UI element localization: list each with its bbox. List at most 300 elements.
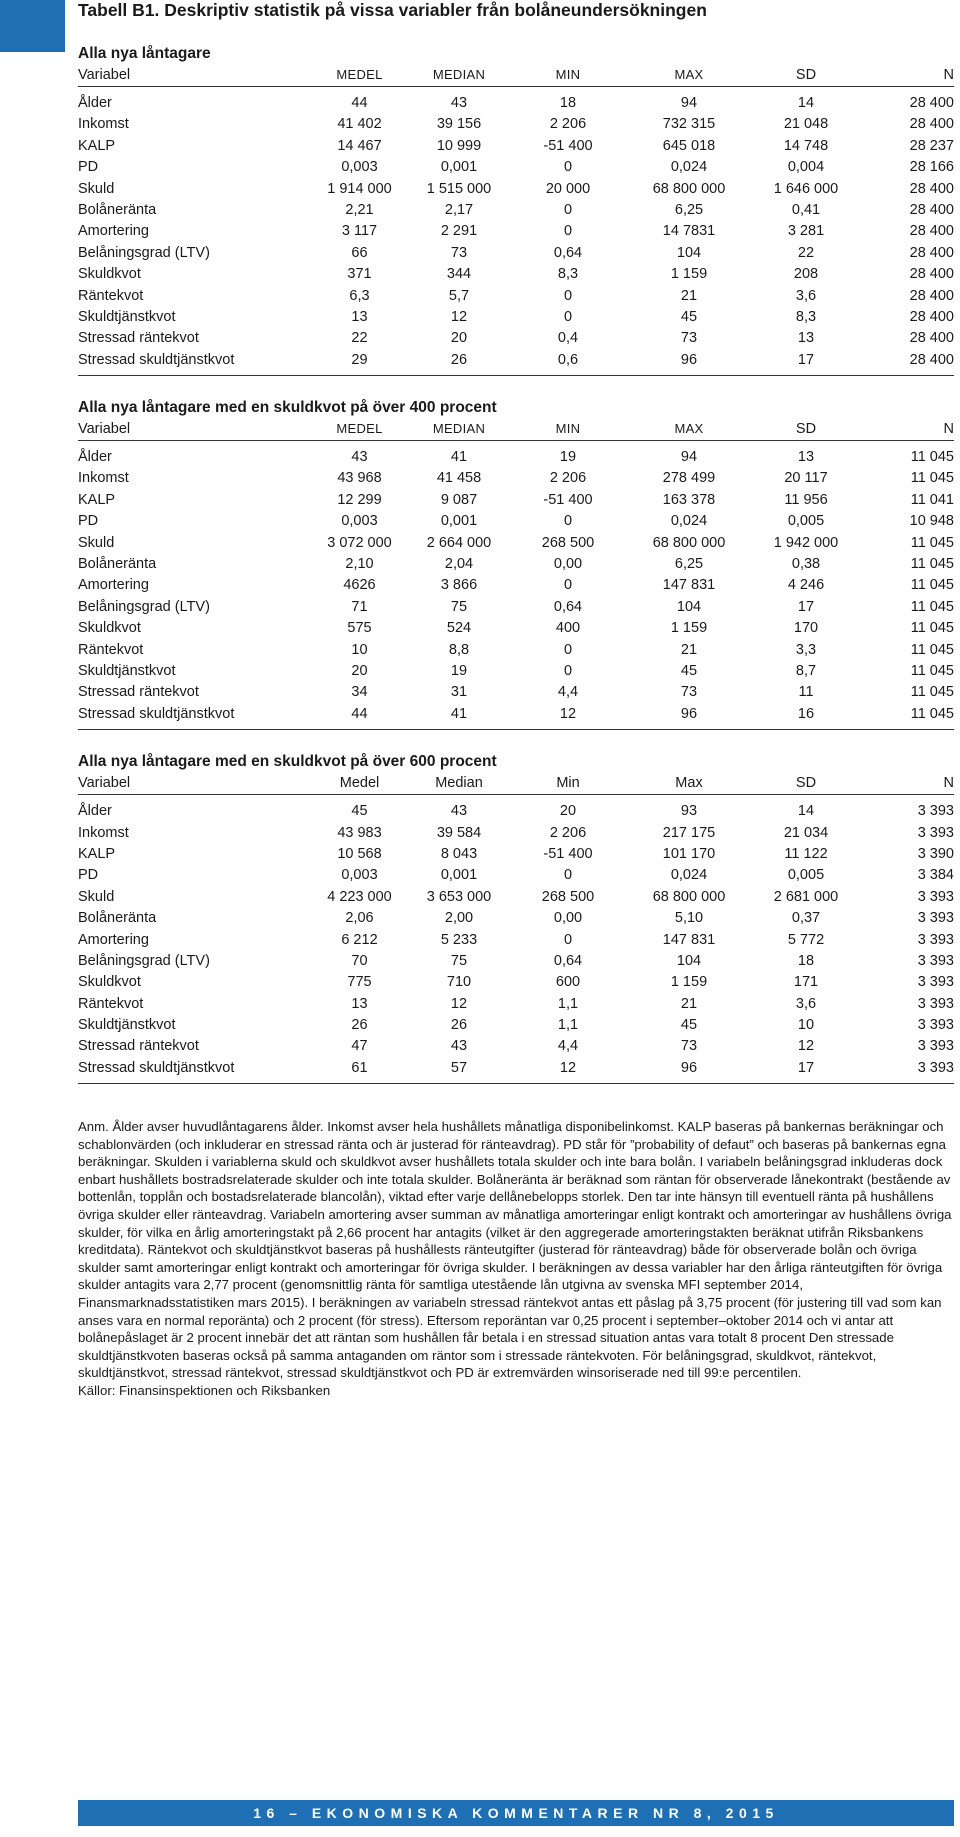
table-cell: 0 bbox=[563, 662, 573, 679]
table-cell: 20 000 bbox=[545, 180, 591, 197]
table-cell: 22 bbox=[797, 244, 815, 261]
row-label: Stressad räntekvot bbox=[78, 330, 199, 347]
table-row bbox=[78, 328, 954, 349]
table-cell: 170 bbox=[793, 620, 819, 637]
table-cell: 26 bbox=[450, 1017, 468, 1034]
table-row bbox=[78, 264, 954, 285]
table-cell: 44 bbox=[351, 705, 368, 722]
table-cell: 0 bbox=[563, 223, 573, 240]
row-label: Stressad räntekvot bbox=[78, 684, 199, 701]
table-cell: 6,25 bbox=[674, 556, 704, 573]
table-cell: 0,37 bbox=[791, 910, 821, 927]
table-cell: 1,1 bbox=[557, 1017, 579, 1034]
table-row bbox=[78, 640, 954, 661]
row-label: KALP bbox=[78, 491, 116, 508]
column-header: SD bbox=[795, 775, 817, 792]
table-cell: 8,3 bbox=[557, 266, 579, 283]
table-cell: 775 bbox=[347, 974, 372, 991]
table-cell: 75 bbox=[450, 952, 468, 969]
row-label: Ålder bbox=[78, 95, 112, 111]
table-cell: 12 bbox=[450, 308, 468, 325]
table-cell: 163 378 bbox=[662, 491, 716, 508]
table-cell: -51 400 bbox=[543, 491, 593, 508]
table-cell: 14 bbox=[797, 95, 815, 111]
table-cell: 0 bbox=[563, 287, 573, 304]
row-label: PD bbox=[78, 513, 99, 530]
row-label: Stressad skuldtjänstkvot bbox=[78, 705, 235, 722]
table-cell: 43 bbox=[351, 449, 368, 466]
table-row bbox=[78, 951, 954, 972]
column-header: Variabel bbox=[78, 67, 131, 83]
table-cell: 0 bbox=[563, 867, 573, 884]
table-cell: 21 034 bbox=[783, 824, 829, 841]
table-cell: 3 072 000 bbox=[327, 534, 392, 551]
table-row bbox=[78, 490, 954, 511]
table-cell: 1 159 bbox=[670, 974, 708, 991]
table-cell: 2,17 bbox=[444, 201, 474, 218]
row-label: Belåningsgrad (LTV) bbox=[78, 244, 210, 261]
table-cell: -51 400 bbox=[543, 845, 593, 862]
table-cell: 1 159 bbox=[670, 266, 708, 283]
table-cell: 0,024 bbox=[670, 513, 708, 530]
table-cell: 3 393 bbox=[917, 995, 954, 1012]
column-header: SD bbox=[795, 421, 817, 438]
row-label: Skuld bbox=[78, 180, 115, 197]
table-cell: 10 948 bbox=[909, 513, 954, 530]
column-header: Max bbox=[675, 775, 703, 792]
table-cell: 0,00 bbox=[553, 556, 583, 573]
row-label: Amortering bbox=[78, 931, 149, 948]
table-cell: 11 045 bbox=[910, 684, 954, 701]
column-header: MAX bbox=[674, 67, 704, 82]
table-cell: 3 393 bbox=[917, 931, 954, 948]
table-cell: 47 bbox=[351, 1038, 368, 1055]
table-cell: 45 bbox=[680, 1017, 698, 1034]
table-cell: 1 914 000 bbox=[327, 180, 392, 197]
table-cell: 0 bbox=[563, 201, 573, 218]
table-cell: 13 bbox=[351, 308, 368, 325]
table-cell: 28 400 bbox=[909, 180, 954, 197]
table-row bbox=[78, 243, 954, 264]
row-label: Skuld bbox=[78, 534, 115, 551]
table-cell: 645 018 bbox=[662, 137, 716, 154]
table-cell: 400 bbox=[555, 620, 581, 637]
table-cell: 0,6 bbox=[557, 351, 579, 368]
table-cell: 11 045 bbox=[910, 470, 954, 487]
table-cell: 2 681 000 bbox=[773, 888, 839, 905]
row-label: Belåningsgrad (LTV) bbox=[78, 952, 210, 969]
table-cell: 41 402 bbox=[337, 116, 382, 133]
table-cell: 12 bbox=[797, 1038, 815, 1055]
table-row bbox=[78, 865, 954, 886]
table-cell: 20 bbox=[559, 803, 577, 820]
table-cell: 21 bbox=[680, 287, 698, 304]
table-cell: 0,38 bbox=[791, 556, 821, 573]
table-cell: 4,4 bbox=[557, 1038, 579, 1055]
table-cell: 147 831 bbox=[662, 577, 716, 594]
table-cell: 11 045 bbox=[910, 641, 954, 658]
table-cell: 68 800 000 bbox=[652, 888, 726, 905]
table-cell: 11 041 bbox=[910, 491, 954, 508]
table-cell: 11 045 bbox=[910, 598, 954, 615]
table-row bbox=[78, 554, 954, 575]
table-row bbox=[78, 157, 954, 178]
table-section bbox=[78, 398, 954, 730]
table-cell: 43 bbox=[450, 1038, 468, 1055]
table-cell: 12 bbox=[559, 705, 577, 722]
notes-source: Källor: Finansinspektionen och Riksbanken bbox=[78, 1382, 331, 1398]
table-row bbox=[78, 136, 954, 157]
table-cell: 0,64 bbox=[553, 244, 583, 261]
table-cell: 13 bbox=[351, 995, 368, 1012]
table-row bbox=[78, 114, 954, 135]
table-cell: 8,3 bbox=[795, 308, 817, 325]
table-cell: 96 bbox=[680, 351, 698, 368]
table-cell: 14 748 bbox=[783, 137, 829, 154]
table-cell: 73 bbox=[680, 684, 698, 701]
row-label: Skuldtjänstkvot bbox=[78, 662, 176, 679]
table-cell: 2 291 bbox=[440, 223, 478, 240]
table-cell: 524 bbox=[446, 620, 472, 637]
column-header: N bbox=[943, 775, 954, 792]
table-cell: 11 122 bbox=[784, 845, 828, 862]
notes-text: Anm. Ålder avser huvudlåntagarens ålder. Inkomst avser hela hushållets månatliga disponibelinkomst. KALP baseras på bankernas beräkningar och schablonvärden (och inkluderar en stressad ränta och är justerad för ränteavdrag). PD står för ”probability of defaut” och baseras på bankernas egna beräkningar. Skulden i variablerna skuld och skuldkvot avser hushållets totala skulder och inte bara bolån. I variabeln belåningsgrad inkluderas dock enbart hushållets bostradsrelaterade skulder och inte totala skulder. Bolåneränta är beräknad som räntan för observerade lånekontrakt (bestående av bottenlån, topplån och bostadsrelaterade blancolån), viktad efter varje dellånebelopps storlek. Den tar inte hänsyn till eventuell ränta på hushållens övriga skulder eller ränteavdrag. Variabeln amortering avser summan av månatliga amorteringar enligt kontrakt och amorteringar av hushållens övriga skulder, för vilka en årlig amorteringstakt på 2,66 procent har antagits (vilket är den aggregerade amorteringstakten beräknat utifrån Riksbankens kreditdata). Räntekvot och skuldtjänstkvot baseras på hushållests ränteutgifter (justerad för ränteavdrag) både för observerade bolån och övriga skulder samt amorteringar enligt kontrakt och amorteringar för övriga skulder. I beräkningen av dessa variabler har den årliga ränteutgiften för övriga skulder antagits vara 2,77 procent (genomsnittlig ränta för samtliga utestående lån utgivna av svenska MFI september 2014, Finansmarknadsstatistiken mars 2015). I beräkningen av variabeln stressad räntekvot antas ett påslag på 3,75 procent (för justering till vad som kan anses vara en normal reporänta) och 2 procent (för stress). Eftersom reporäntan var 0,25 procent i september–oktober 2014 och vi antar att bolånepåslaget är 2 procent innebär det att räntan som hushållen får betala i en stressad situation antas vara totalt 8 procent Den stressade skuldtjänstkvoten baseras också på samma antaganden om räntor som i stressade räntekvoten. För belåningsgrad, skuldkvot, räntekvot, skuldtjänstkvot, stressad räntekvot, stressad skuldtjänstkvot och PD är extremvärden winsoriserade ned till 99:e percentilen. bbox=[78, 1119, 952, 1381]
table-cell: 28 400 bbox=[909, 223, 954, 240]
table-cell: 57 bbox=[450, 1059, 468, 1076]
row-label: Stressad räntekvot bbox=[78, 1038, 199, 1055]
row-label: Skuld bbox=[78, 888, 115, 905]
row-label: Skuldkvot bbox=[78, 974, 141, 991]
table-section bbox=[78, 44, 954, 376]
table-cell: 3,3 bbox=[795, 641, 817, 658]
column-header: MEDEL bbox=[336, 421, 383, 437]
table-row bbox=[78, 972, 954, 993]
table-cell: 147 831 bbox=[662, 931, 716, 948]
table-cell: 0,001 bbox=[440, 867, 478, 884]
table-cell: 3 393 bbox=[917, 1017, 954, 1034]
table-cell: 28 400 bbox=[909, 244, 954, 261]
row-label: PD bbox=[78, 159, 99, 176]
table-cell: 217 175 bbox=[662, 824, 716, 841]
table-row bbox=[78, 179, 954, 200]
table-cell: 11 045 bbox=[910, 556, 954, 573]
column-header: MIN bbox=[555, 67, 581, 82]
table-cell: 8,8 bbox=[448, 641, 470, 658]
table-cell: 11 045 bbox=[910, 620, 954, 637]
table-cell: 12 299 bbox=[337, 491, 382, 508]
table-cell: 68 800 000 bbox=[652, 534, 726, 551]
table-header bbox=[78, 64, 954, 87]
table-cell: 8 043 bbox=[440, 845, 478, 862]
table-cell: 0 bbox=[563, 641, 573, 658]
table-cell: 43 bbox=[450, 95, 468, 111]
row-label: Amortering bbox=[78, 577, 149, 594]
table-cell: 4626 bbox=[343, 577, 376, 594]
table-cell: 4 246 bbox=[787, 577, 825, 594]
row-label: Belåningsgrad (LTV) bbox=[78, 598, 210, 615]
table-cell: 66 bbox=[351, 244, 368, 261]
table-cell: 14 bbox=[797, 803, 815, 820]
table-body bbox=[78, 441, 954, 730]
table-cell: 2,10 bbox=[345, 556, 374, 573]
row-label: KALP bbox=[78, 845, 116, 862]
table-cell: 344 bbox=[446, 266, 472, 283]
table-cell: 14 467 bbox=[337, 137, 382, 154]
table-cell: 4,4 bbox=[557, 684, 579, 701]
table-row bbox=[78, 597, 954, 618]
table-cell: 34 bbox=[351, 684, 368, 701]
table-row bbox=[78, 908, 954, 929]
column-header: MAX bbox=[674, 421, 704, 437]
table-header bbox=[78, 418, 954, 441]
table-row bbox=[78, 1036, 954, 1057]
table-cell: 3 866 bbox=[440, 577, 478, 594]
table-cell: 28 400 bbox=[909, 266, 954, 283]
table-cell: 93 bbox=[680, 803, 698, 820]
row-label: Ålder bbox=[78, 803, 112, 820]
table-row bbox=[78, 200, 954, 221]
table-section bbox=[78, 752, 954, 1084]
row-label: Bolåneränta bbox=[78, 910, 157, 927]
row-label: KALP bbox=[78, 137, 116, 154]
table-cell: 3,6 bbox=[795, 995, 817, 1012]
table-cell: 371 bbox=[347, 266, 372, 283]
table-cell: 3 393 bbox=[917, 888, 954, 905]
table-cell: 3 653 000 bbox=[426, 888, 492, 905]
table-row bbox=[78, 350, 954, 371]
table-cell: 3 281 bbox=[787, 223, 825, 240]
table-cell: 28 400 bbox=[909, 330, 954, 347]
table-cell: 11 bbox=[798, 684, 814, 701]
table-cell: 28 400 bbox=[909, 287, 954, 304]
table-cell: 26 bbox=[450, 351, 468, 368]
row-label: Bolåneränta bbox=[78, 556, 157, 573]
table-row bbox=[78, 1015, 954, 1036]
table-cell: 75 bbox=[450, 598, 468, 615]
table-cell: 3 393 bbox=[917, 974, 954, 991]
table-cell: 4 223 000 bbox=[327, 888, 392, 905]
table-cell: 268 500 bbox=[541, 888, 595, 905]
table-cell: 0,024 bbox=[670, 159, 708, 176]
column-header: MEDIAN bbox=[432, 421, 486, 437]
column-header: Min bbox=[556, 775, 580, 792]
table-cell: 2,00 bbox=[444, 910, 474, 927]
table-row bbox=[78, 682, 954, 703]
table-cell: 13 bbox=[797, 449, 815, 466]
table-cell: 28 237 bbox=[909, 137, 954, 154]
table-cell: 26 bbox=[351, 1017, 368, 1034]
table-row bbox=[78, 221, 954, 242]
table-cell: 3 393 bbox=[917, 803, 954, 820]
table-row bbox=[78, 704, 954, 725]
table-cell: 1,1 bbox=[557, 995, 579, 1012]
table-cell: 39 156 bbox=[436, 116, 482, 133]
table-cell: 20 bbox=[450, 330, 468, 347]
table-cell: 10 bbox=[351, 641, 368, 658]
table-cell: 19 bbox=[450, 662, 468, 679]
table-cell: 12 bbox=[450, 995, 468, 1012]
table-cell: 0 bbox=[563, 513, 573, 530]
table-cell: 600 bbox=[555, 974, 581, 991]
table-cell: 278 499 bbox=[662, 470, 716, 487]
section-title: Alla nya låntagare bbox=[78, 45, 211, 62]
table-cell: 21 bbox=[680, 995, 698, 1012]
table-cell: 9 087 bbox=[440, 491, 478, 508]
table-cell: 10 568 bbox=[337, 845, 382, 862]
table-cell: 2 206 bbox=[549, 116, 587, 133]
table-cell: 0 bbox=[563, 159, 573, 176]
row-label: Skuldtjänstkvot bbox=[78, 308, 176, 325]
table-cell: 41 458 bbox=[436, 470, 482, 487]
table-cell: 16 bbox=[797, 705, 815, 722]
table-cell: 44 bbox=[351, 95, 368, 111]
table-row bbox=[78, 823, 954, 844]
table-cell: 18 bbox=[797, 952, 815, 969]
table-header bbox=[78, 772, 954, 795]
table-cell: 5 233 bbox=[440, 931, 478, 948]
table-cell: 0,004 bbox=[787, 159, 825, 176]
table-cell: 3 117 bbox=[341, 223, 378, 240]
section-title: Alla nya låntagare med en skuldkvot på över 600 procent bbox=[78, 753, 497, 771]
table-cell: 43 983 bbox=[337, 824, 382, 841]
table-cell: 11 045 bbox=[910, 662, 954, 679]
table-row bbox=[78, 618, 954, 639]
table-cell: 104 bbox=[676, 598, 702, 615]
table-row bbox=[78, 93, 954, 114]
table-cell: 73 bbox=[680, 1038, 698, 1055]
column-header: MEDEL bbox=[336, 67, 383, 82]
table-row bbox=[78, 1058, 954, 1079]
table-cell: 104 bbox=[676, 244, 702, 261]
table-row bbox=[78, 468, 954, 489]
table-body bbox=[78, 795, 954, 1084]
table-cell: 41 bbox=[450, 449, 468, 466]
table-cell: 12 bbox=[559, 1059, 577, 1076]
table-cell: 68 800 000 bbox=[652, 180, 726, 197]
table-cell: 28 400 bbox=[909, 351, 954, 368]
table-cell: 6 212 bbox=[341, 931, 378, 948]
table-cell: 28 166 bbox=[909, 159, 954, 176]
table-cell: 0,001 bbox=[440, 513, 478, 530]
table-cell: 71 bbox=[351, 598, 368, 615]
table-cell: 96 bbox=[680, 1059, 698, 1076]
row-label: Inkomst bbox=[78, 470, 129, 487]
table-row bbox=[78, 286, 954, 307]
table-cell: 1 515 000 bbox=[426, 180, 492, 197]
footer-bar bbox=[78, 1800, 954, 1826]
table-notes bbox=[78, 1118, 954, 1400]
table-cell: 19 bbox=[559, 449, 577, 466]
column-header: Variabel bbox=[78, 421, 131, 438]
column-header: Variabel bbox=[78, 775, 131, 792]
table-cell: 45 bbox=[351, 803, 368, 820]
column-header: Median bbox=[435, 775, 483, 792]
table-row bbox=[78, 511, 954, 532]
table-row bbox=[78, 575, 954, 596]
table-cell: 10 999 bbox=[436, 137, 482, 154]
table-cell: 710 bbox=[446, 974, 472, 991]
table-cell: 43 bbox=[450, 803, 468, 820]
row-label: Räntekvot bbox=[78, 287, 144, 304]
table-cell: 17 bbox=[797, 598, 815, 615]
table-row bbox=[78, 930, 954, 951]
table-cell: 17 bbox=[797, 1059, 815, 1076]
corner-accent-square bbox=[0, 0, 65, 52]
table-cell: 1 942 000 bbox=[773, 534, 839, 551]
table-cell: 18 bbox=[559, 95, 577, 111]
table-cell: 45 bbox=[680, 662, 698, 679]
table-cell: 2 664 000 bbox=[426, 534, 492, 551]
table-cell: 11 045 bbox=[910, 449, 954, 466]
table-cell: 2,04 bbox=[444, 556, 474, 573]
table-cell: 0,003 bbox=[341, 513, 378, 530]
table-cell: 21 bbox=[680, 641, 698, 658]
table-cell: 0,00 bbox=[553, 910, 583, 927]
table-cell: 94 bbox=[680, 95, 698, 111]
column-header: N bbox=[943, 421, 954, 438]
table-cell: 14 7831 bbox=[662, 223, 716, 240]
table-cell: -51 400 bbox=[543, 137, 593, 154]
footer-text: 16 – EKONOMISKA KOMMENTARER NR 8, 2015 bbox=[253, 1805, 779, 1821]
row-label: Ålder bbox=[78, 449, 112, 466]
table-cell: 268 500 bbox=[541, 534, 595, 551]
row-label: Skuldkvot bbox=[78, 620, 141, 637]
table-cell: 6,3 bbox=[349, 287, 370, 304]
table-row bbox=[78, 844, 954, 865]
table-cell: 28 400 bbox=[909, 308, 954, 325]
table-cell: 3 384 bbox=[917, 867, 954, 884]
table-cell: 28 400 bbox=[909, 201, 954, 218]
table-cell: 0 bbox=[563, 308, 573, 325]
table-cell: 13 bbox=[797, 330, 815, 347]
table-cell: 3 390 bbox=[917, 845, 954, 862]
table-cell: 2 206 bbox=[549, 470, 587, 487]
table-cell: 96 bbox=[680, 705, 698, 722]
table-body bbox=[78, 87, 954, 376]
table-cell: 2,06 bbox=[345, 910, 374, 927]
row-label: Inkomst bbox=[78, 824, 129, 841]
table-cell: 10 bbox=[797, 1017, 815, 1034]
column-header: N bbox=[943, 67, 954, 83]
table-cell: 0,003 bbox=[341, 867, 378, 884]
row-label: Räntekvot bbox=[78, 995, 144, 1012]
table-row bbox=[78, 307, 954, 328]
column-header: MEDIAN bbox=[432, 67, 486, 82]
table-cell: 11 045 bbox=[910, 577, 954, 594]
table-cell: 11 045 bbox=[910, 534, 954, 551]
table-cell: 2 206 bbox=[549, 824, 587, 841]
table-cell: 11 045 bbox=[910, 705, 954, 722]
table-cell: 73 bbox=[680, 330, 698, 347]
row-label: Stressad skuldtjänstkvot bbox=[78, 1059, 235, 1076]
table-cell: 208 bbox=[793, 266, 819, 283]
table-cell: 0 bbox=[563, 931, 573, 948]
table-cell: 20 bbox=[351, 662, 368, 679]
page-title: Tabell B1. Deskriptiv statistik på vissa variabler från bolåneundersökningen bbox=[78, 0, 707, 20]
table-cell: 3,6 bbox=[795, 287, 817, 304]
table-cell: 5 772 bbox=[787, 931, 825, 948]
table-cell: 3 393 bbox=[917, 910, 954, 927]
table-cell: 0,005 bbox=[787, 867, 825, 884]
table-cell: 94 bbox=[680, 449, 698, 466]
table-cell: 20 117 bbox=[784, 470, 828, 487]
table-cell: 171 bbox=[793, 974, 819, 991]
row-label: Inkomst bbox=[78, 116, 129, 133]
table-cell: 0,003 bbox=[341, 159, 378, 176]
table-cell: 31 bbox=[450, 684, 468, 701]
table-row bbox=[78, 801, 954, 822]
table-cell: 2,21 bbox=[345, 201, 374, 218]
